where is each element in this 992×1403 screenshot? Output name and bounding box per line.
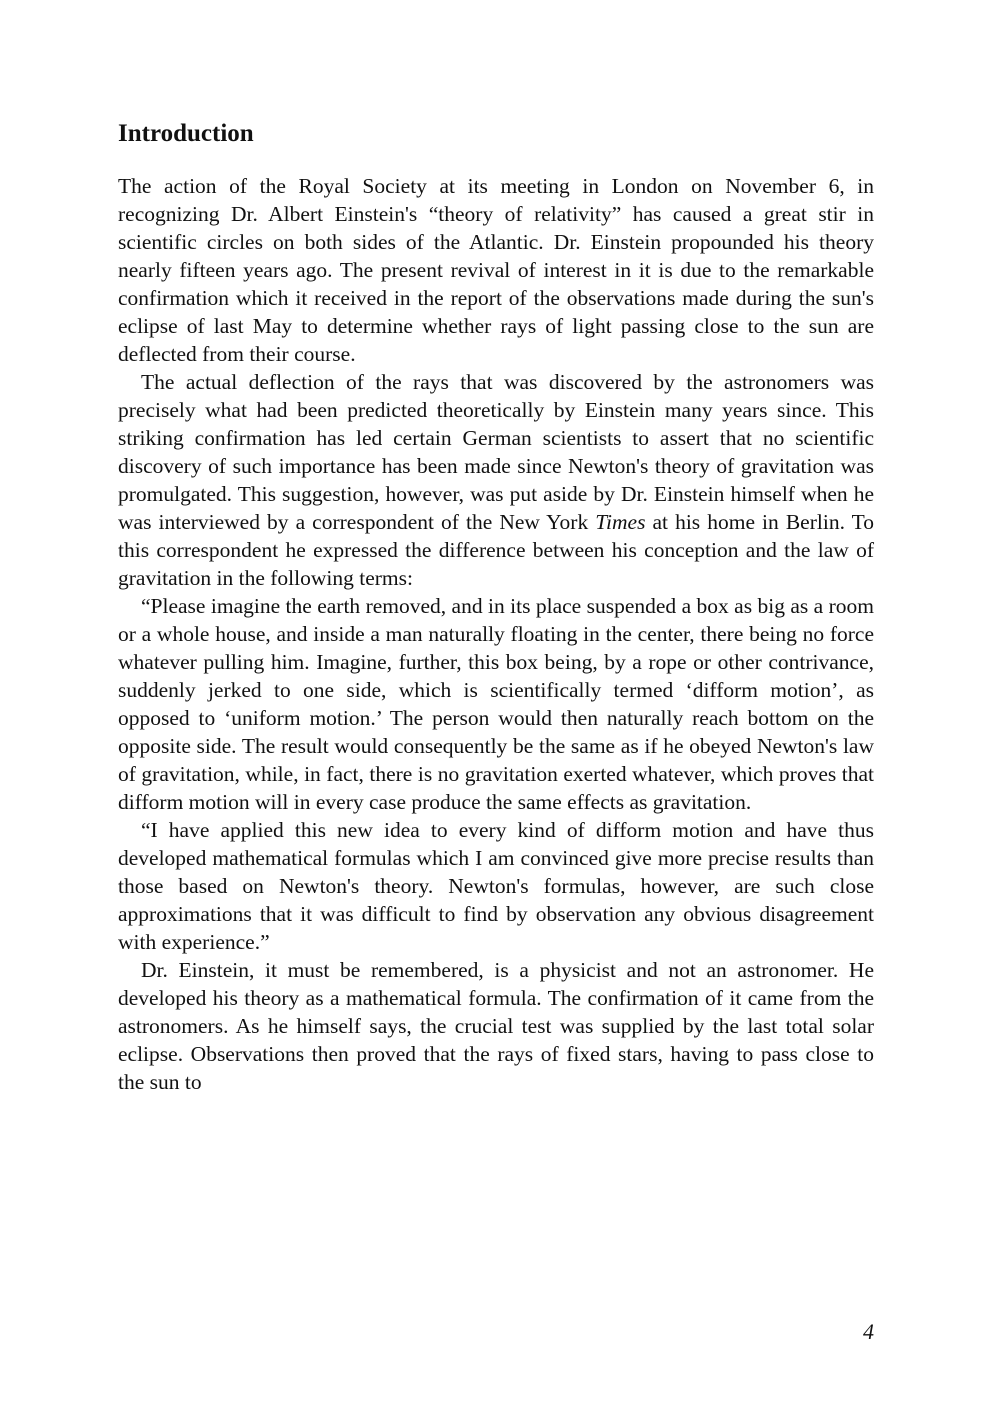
times-newspaper-name: Times xyxy=(595,510,646,534)
paragraph-5: Dr. Einstein, it must be remembered, is a physicist and not an astronomer. He developed his theory as a mathematical formula. The confirmation of it came from the astronomers. As he himself says, the crucial test was supplied by the last total solar eclipse. Observations then proved that the rays of fixed stars, having to pass close to the sun to xyxy=(118,958,874,1094)
page-content xyxy=(118,118,874,1096)
paragraph-1: The action of the Royal Society at its meeting in London on November 6, in recognizing Dr. Albert Einstein's “theory of relativity” has caused a great stir in scientific circles on both sides of the Atlantic. Dr. Einstein propounded his theory nearly fifteen years ago. The present revival of interest in it is due to the remarkable confirmation which it received in the report of the observations made during the sun's eclipse of last May to determine whether rays of light passing close to the sun are deflected from their course. xyxy=(118,174,874,366)
paragraph-2-part-1: The actual deflection of the rays that was discovered by the astronomers was precisely what had been predicted theoretically by Einstein many years since. This striking confirmation has led certain German scientists to assert that no scientific discovery of such importance has been made since Newton's theory of gravitation was promulgated. This suggestion, however, was put aside by Dr. Einstein himself when he was interviewed by a correspondent of the New York xyxy=(118,370,874,534)
paragraph-3-quote: “Please imagine the earth removed, and in its place suspended a box as big as a room or a whole house, and inside a man naturally floating in the center, there being no force whatever pulling him. Imagine, further, this box being, by a rope or other contrivance, suddenly jerked to one side, which is scientifically termed ‘difform motion’, as opposed to ‘uniform motion.’ The person would then naturally reach bottom on the opposite side. The result would consequently be the same as if he obeyed Newton's law of gravitation, while, in fact, there is no gravitation exerted whatever, which proves that difform motion will in every case produce the same effects as gravitation. xyxy=(118,594,874,814)
section-heading: Introduction xyxy=(118,120,254,147)
paragraph-2-part-2: at his home in Berlin. To this correspondent he expressed the difference between his conception and the law of gravitation in the following terms: xyxy=(118,510,874,590)
page-number: 4 xyxy=(863,1319,874,1344)
paragraph-4-quote: “I have applied this new idea to every kind of difform motion and have thus developed mathematical formulas which I am convinced give more precise results than those based on Newton's theory. Newton's formulas, however, are such close approximations that it was difficult to find by observation any obvious disagreement with experience.” xyxy=(118,818,874,954)
paragraph-2 xyxy=(118,368,874,592)
